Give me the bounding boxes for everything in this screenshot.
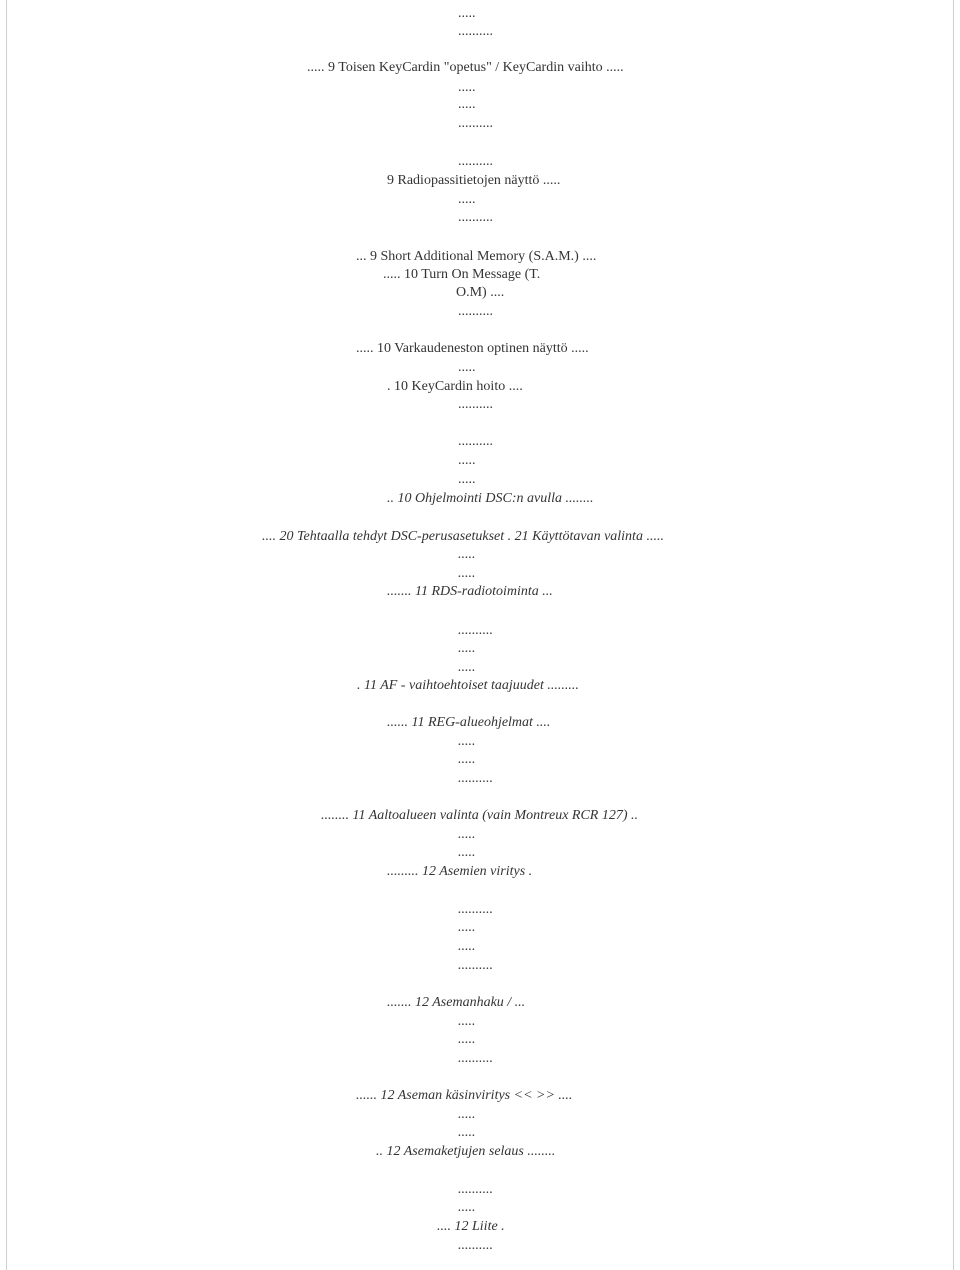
- toc-line: .....: [458, 472, 476, 487]
- toc-line: ........ 11 Aaltoalueen valinta (vain Montreux RCR 127) ..: [321, 808, 639, 823]
- toc-line: ..........: [458, 434, 493, 449]
- toc-line: ...... 11 REG-alueohjelmat ....: [387, 715, 551, 730]
- toc-line: .. 10 Ohjelmointi DSC:n avulla ........: [387, 491, 594, 506]
- toc-line: .....: [458, 192, 476, 207]
- toc-line: .... 12 Liite .: [437, 1219, 505, 1234]
- toc-line: .....: [458, 1125, 476, 1140]
- toc-line: .. 12 Asemaketjujen selaus ........: [376, 1144, 556, 1159]
- toc-line: ..........: [458, 958, 493, 973]
- toc-line: ..........: [458, 397, 493, 412]
- toc-line: .....: [458, 1014, 476, 1029]
- toc-line: ..... 9 Toisen KeyCardin "opetus" / KeyCardin vaihto .....: [307, 60, 624, 75]
- toc-line: .....: [458, 1032, 476, 1047]
- toc-line: ......... 12 Asemien viritys .: [387, 864, 533, 879]
- toc-line: .....: [458, 547, 476, 562]
- toc-line: ..........: [458, 1182, 493, 1197]
- toc-line: .....: [458, 734, 476, 749]
- toc-line: ..........: [458, 623, 493, 638]
- toc-line: ..... 10 Varkaudeneston optinen näyttö .....: [356, 341, 589, 356]
- toc-line: ..........: [458, 1238, 493, 1253]
- toc-line: .....: [458, 360, 476, 375]
- toc-line: ....... 11 RDS-radiotoiminta ...: [387, 584, 553, 599]
- toc-line: . 10 KeyCardin hoito ....: [387, 379, 523, 394]
- toc-line: .....: [458, 97, 476, 112]
- toc-line: .....: [458, 920, 476, 935]
- toc-line: . 11 AF - vaihtoehtoiset taajuudet .........: [357, 678, 579, 693]
- toc-line: ..... 10 Turn On Message (T.: [383, 267, 541, 282]
- left-border-line: [6, 0, 7, 1270]
- toc-line: .....: [458, 827, 476, 842]
- toc-line: .....: [458, 939, 476, 954]
- toc-line: ..........: [458, 116, 493, 131]
- toc-line: 9 Radiopassitietojen näyttö .....: [387, 173, 561, 188]
- toc-line: ..........: [458, 771, 493, 786]
- toc-line: ... 9 Short Additional Memory (S.A.M.) ....: [356, 249, 597, 264]
- toc-line: .....: [458, 80, 476, 95]
- toc-line: ..........: [458, 154, 493, 169]
- right-border-line: [953, 0, 954, 1270]
- toc-line: .....: [458, 1200, 476, 1215]
- toc-line: ..........: [458, 210, 493, 225]
- toc-line: .... 20 Tehtaalla tehdyt DSC-perusasetukset . 21 Käyttötavan valinta .....: [262, 529, 664, 544]
- toc-line: .....: [458, 566, 476, 581]
- toc-line: .....: [458, 660, 476, 675]
- toc-line: O.M) ....: [456, 285, 505, 300]
- toc-line: ..........: [458, 1051, 493, 1066]
- toc-line: ..........: [458, 304, 493, 319]
- toc-line: ....... 12 Asemanhaku / ...: [387, 995, 526, 1010]
- toc-line: .....: [458, 845, 476, 860]
- toc-line: .....: [458, 453, 476, 468]
- toc-line: .....: [458, 641, 476, 656]
- toc-line: ...... 12 Aseman käsinviritys << >> ....: [356, 1088, 573, 1103]
- toc-line: ..........: [458, 24, 493, 39]
- toc-line: .....: [458, 1107, 476, 1122]
- toc-line: .....: [458, 6, 476, 21]
- toc-line: ..........: [458, 902, 493, 917]
- toc-line: .....: [458, 752, 476, 767]
